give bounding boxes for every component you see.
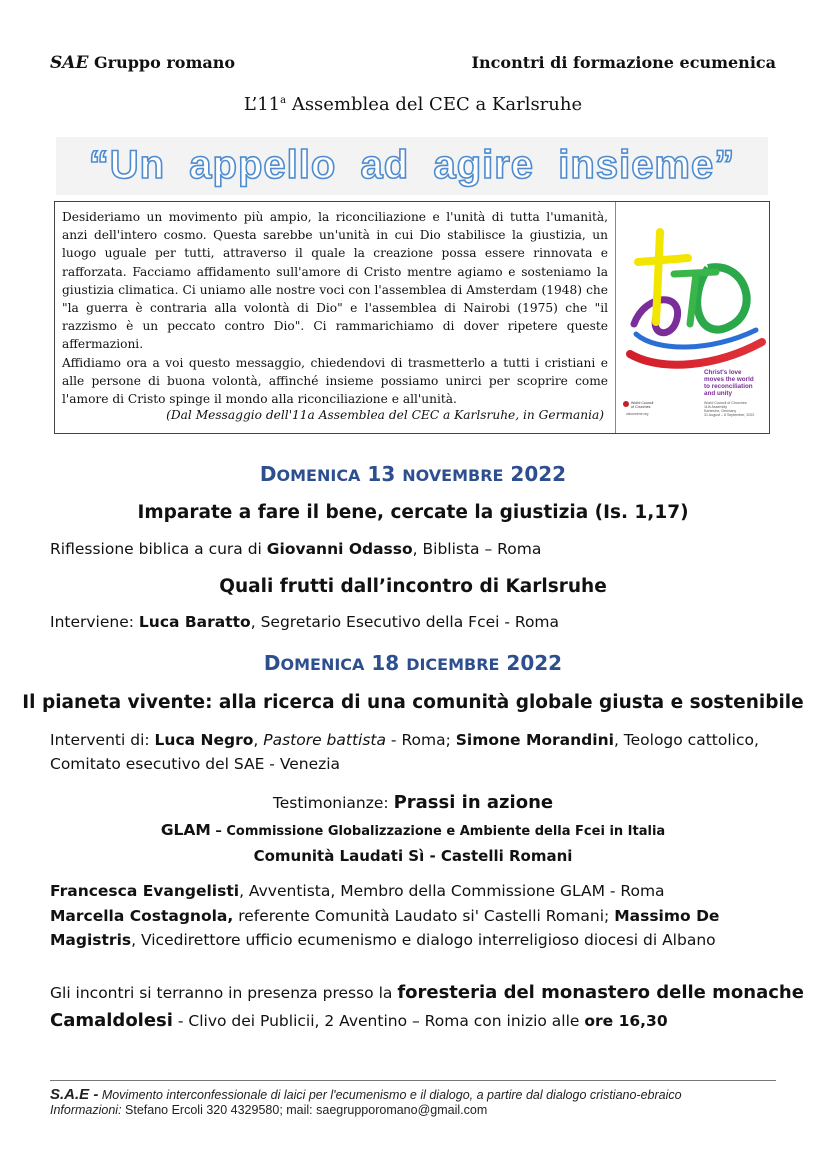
event1-speaker-1: Riflessione biblica a cura di Giovanni Odasso, Biblista – Roma xyxy=(50,540,542,558)
assembly-logo-icon xyxy=(616,202,770,433)
subtitle: L’11$^a$ Assemblea del CEC a Karlsruhe xyxy=(243,94,583,115)
footer-divider xyxy=(50,1080,776,1081)
footer-contact: Informazioni: Stefano Ercoli 320 4329580; mail: saegrupporomano@gmail.com xyxy=(50,1103,488,1117)
svg-text:moves the world: moves the world xyxy=(704,376,754,383)
event2-title: Il pianeta vivente: alla ricerca di una comunità globale giusta e sostenibile xyxy=(22,692,804,713)
quote-paragraph-2: Affidiamo ora a voi questo messaggio, chiedendovi di trasmetterlo a tutti i cristiani e alle persone di buona volontà, affinché insieme possiamo unirci per scoprire come l'amore di Cristo spinge il mondo alla riconciliazione e all'unità. xyxy=(62,355,608,407)
quote-box xyxy=(54,201,770,434)
venue-line-1: Gli incontri si terranno in presenza presso la foresteria del monastero delle monache xyxy=(50,982,804,1003)
svg-text:11th Assembly: 11th Assembly xyxy=(704,405,728,409)
event2-speakers-line-1: Interventi di: Luca Negro, Pastore battista - Roma; Simone Morandini, Teologo cattolico, xyxy=(50,731,759,749)
venue-line-2: Camaldolesi - Clivo dei Publicii, 2 Aventino – Roma con inizio alle ore 16,30 xyxy=(50,1010,668,1031)
svg-text:and unity: and unity xyxy=(704,390,732,397)
title-banner xyxy=(56,137,768,195)
participant-2: Marcella Costagnola, referente Comunità Laudato si' Castelli Romani; Massimo De xyxy=(50,907,720,925)
banner-title: “Un appello ad agire insieme” xyxy=(88,143,736,187)
participant-1: Francesca Evangelisti, Avventista, Membro della Commissione GLAM - Roma xyxy=(50,882,665,900)
assembly-logo xyxy=(615,202,770,433)
footer-description: S.A.E - Movimento interconfessionale di laici per l'ecumenismo e il dialogo, a partire dal dialogo cristiano-ebraico xyxy=(50,1086,682,1103)
participant-3: Magistris, Vicedirettore ufficio ecumenismo e dialogo interreligioso diocesi di Albano xyxy=(50,931,716,949)
svg-text:World Council of Churches: World Council of Churches xyxy=(704,401,747,405)
event1-title-2: Quali frutti dall’incontro di Karlsruhe xyxy=(219,576,607,597)
quote-source: (Dal Messaggio dell'11a Assemblea del CEC a Karlsruhe, in Germania) xyxy=(166,408,604,422)
event1-title: Imparate a fare il bene, cercate la giustizia (Is. 1,17) xyxy=(137,502,689,523)
svg-text:Christ's love: Christ's love xyxy=(704,369,742,376)
laudati-line: Comunità Laudati Sì - Castelli Romani xyxy=(253,847,573,865)
svg-text:Karlsruhe, Germany: Karlsruhe, Germany xyxy=(704,409,737,413)
quote-paragraph-1: Desideriamo un movimento più ampio, la riconciliazione e l'unità di tutta l'umanità, anzi dell'intero cosmo. Questa sarebbe un'unità in cui Dio stabilisce la giustizia, un luogo uguale per tutti, attraverso il quale la creazione possa essere rinnovata e rafforzata. Facciamo affidamento sull'amore di Cristo mentre agiamo e sosteniamo la giustizia climatica. Ci uniamo alle nostre voci con l'assemblea di Amsterdam (1948) che "la guerra è contraria alla volontà di Dio" e l'assemblea di Nairobi (1975) che "il razzismo è un peccato contro Dio". Ci rammarichiamo di dover ripetere queste affermazioni. xyxy=(62,210,608,352)
event1-speaker-2: Interviene: Luca Baratto, Segretario Esecutivo della Fcei - Roma xyxy=(50,613,560,631)
svg-text:to reconciliation: to reconciliation xyxy=(704,383,753,390)
event1-date: DOMENICA 13 NOVEMBRE 2022 xyxy=(259,462,567,486)
svg-text:oikoumene.org: oikoumene.org xyxy=(626,412,649,416)
glam-line: GLAM – Commissione Globalizzazione e Ambiente della Fcei in Italia xyxy=(160,821,666,839)
svg-text:of Churches: of Churches xyxy=(631,405,651,409)
quote-text xyxy=(62,208,608,408)
header-series: Incontri di formazione ecumenica xyxy=(471,53,776,72)
svg-text:31 August – 8 September, 2022: 31 August – 8 September, 2022 xyxy=(704,413,755,417)
testimonies-heading: Testimonianze: Prassi in azione xyxy=(272,792,554,813)
svg-text:World Council: World Council xyxy=(631,401,654,405)
event2-date: DOMENICA 18 DICEMBRE 2022 xyxy=(263,651,563,675)
header-organization: SAE Gruppo romano xyxy=(50,53,236,73)
event2-speakers-line-2: Comitato esecutivo del SAE - Venezia xyxy=(50,755,341,773)
